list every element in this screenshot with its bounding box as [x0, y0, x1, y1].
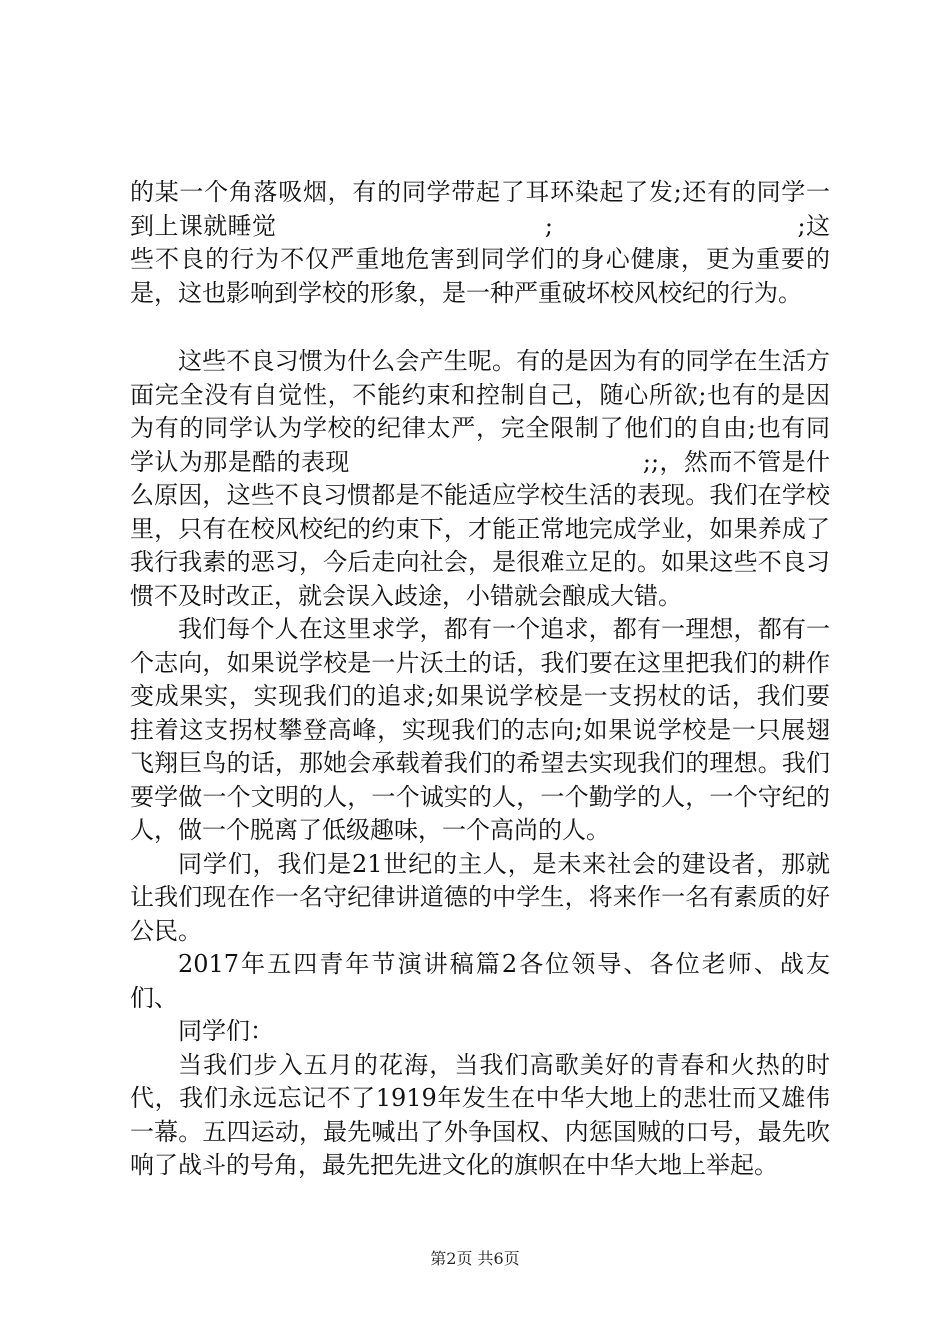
paragraph-3: 我们每个人在这里求学，都有一个追求，都有一理想，都有一个志向，如果说学校是一片沃土的话，我们要在这里把我们的耕作变成果实，实现我们的追求;如果说学校是一支拐杖的话，我们要拄着这支拐杖攀登高峰，实现我们的志向;如果说学校是一只展翅飞翔巨鸟的话，那她会承载着我们的希望去实现我们的理想。我们要学做一个文明的人，一个诚实的人，一个勤学的人，一个守纪的人，做一个脱离了低级趣味，一个高尚的人。: [130, 615, 830, 844]
paragraph-5: 2017年五四青年节演讲稿篇2各位领导、各位老师、战友们、: [130, 950, 830, 1012]
page-footer: 第2页 共6页: [430, 1249, 520, 1268]
document-body: [130, 176, 830, 1183]
paragraph-4: 同学们，我们是21世纪的主人，是未来社会的建设者，那就让我们现在作一名守纪律讲道德的中学生，将来作一名有素质的好公民。: [130, 849, 830, 945]
paragraph-7: 当我们步入五月的花海，当我们高歌美好的青春和火热的时代，我们永远忘记不了1919年发生在中华大地上的悲壮而又雄伟一幕。五四运动，最先喊出了外争国权、内惩国贼的口号，最先吹响了战斗的号角，最先把先进文化的旗帜在中华大地上举起。: [130, 1050, 830, 1179]
paragraph-spacer: [130, 310, 830, 345]
paragraph-1: 的某一个角落吸烟，有的同学带起了耳环染起了发;还有的同学一到上课就睡觉 ; ;这些不良的行为不仅严重地危害到同学们的身心健康，更为重要的是，这也影响到学校的形象，是一种严重破坏校风校纪的行为。: [130, 178, 830, 307]
paragraph-6: 同学们：: [178, 1017, 274, 1045]
paragraph-2: 这些不良习惯为什么会产生呢。有的是因为有的同学在生活方面完全没有自觉性，不能约束和控制自己，随心所欲;也有的是因为有的同学认为学校的纪律太严，完全限制了他们的自由;也有同学认为那是酷的表现 ;;，然而不管是什么原因，这些不良习惯都是不能适应学校生活的表现。我们在学校里，只有在校风校纪的约束下，才能正常地完成学业，如果养成了我行我素的恶习，今后走向社会，是很难立足的。如果这些不良习惯不及时改正，就会误入歧途，小错就会酿成大错。: [130, 347, 830, 610]
